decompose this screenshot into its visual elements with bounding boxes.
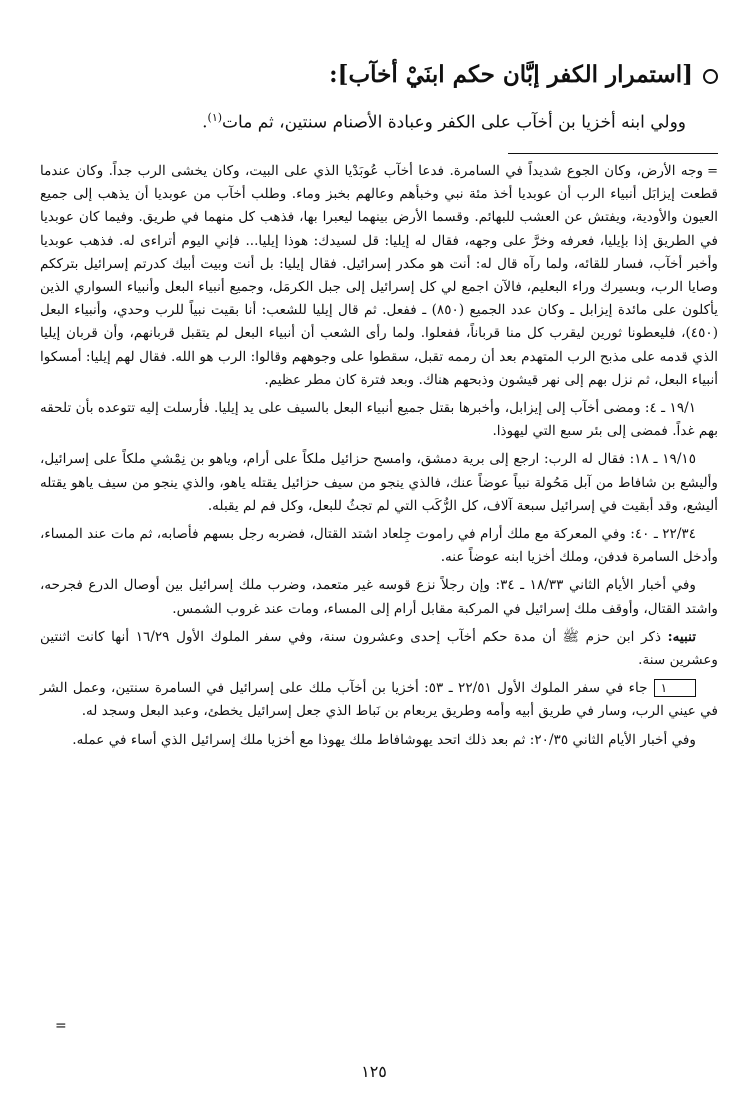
footnote-number-box: ١ <box>654 679 696 697</box>
tanbih-text: ذكر ابن حزم ﷺ أن مدة حكم أخآب إحدى وعشرون سنة، وفي سفر الملوك الأول ١٦/٢٩ أنها كانت اثنتين وعشرين سنة. <box>40 628 718 669</box>
footnote-reference: (١) <box>207 111 223 124</box>
continuation-mark-end: = <box>55 1018 67 1034</box>
tanbih-label: تنبيه: <box>667 628 696 645</box>
footnote-paragraph: ٢٢/٣٤ ـ ٤٠: وفي المعركة مع ملك أرام في راموت جِلعاد اشتد القتال، فضربه رجل بسهم فأصابه، ثم مات عند المساء، وأدخل السامرة فدفن، وملك أخزيا ابنه عوضاً عنه. <box>40 526 718 566</box>
footnote-separator <box>508 153 718 154</box>
footnotes-block <box>40 160 718 757</box>
footnote-paragraph <box>40 160 718 392</box>
tanbih-note <box>40 626 718 672</box>
intro-sentence <box>40 104 686 137</box>
continuation-mark: = <box>707 164 718 179</box>
footnote-paragraph-text: وجه الأرض، وكان الجوع شديداً في السامرة. فدعا أخآب عُوبَدْيا الذي على البيت، وكان يخشى الرب جداً. وكان عندما قطعت إيزابَل أنبياء الرب أن عوبديا أخذ مئة نبي وخبأهم وعالهم بخبز وماء. وطلب أخآب من عوبديا أن يذهب إلى جميع العيون والأودية، ويفتش عن العشب للبهائم. وقسما الأرض بينهما ليعبرا بها، فذهب كل منهما في طريق. وفيما كان عوبديا في الطريق إذا بإيليا، فعرفه وخرَّ على وجهه، فقال له إيليا: قل لسيدك: هوذا إيليا... فإني اليوم أتراءى له. فذهب عوبديا وأخبر أخآب، فسار للقائه، ولما رآه قال له: أنت هو مكدر إسرائيل. فقال إيليا: بل أنت وبيت أبيك كدرتم إسرائيل بترككم وصايا الرب، وبسيرك وراء البعليم، فالآن اجمع لي كل إسرائيل إلى جبل الكرمَل، وجميع أنبياء البعل وأنبياء السواري الذين يأكلون على مائدة إيزابل ـ وكان عدد الجميع (٨٥٠) ـ ففعل. ثم قال إيليا للشعب: أنا بقيت نبياً للرب وحدي، وأنبياء البعل (٤٥٠)، فليعطونا ثورين ليقرب كل منا قرباناً، ففعلوا. ولما رأى الشعب أن أنبياء البعل لم يتقبل قربانهم، وأن قربان إيليا الذي قدمه على مذبح الرب المتهدم بعد أن رممه تقبل، سقطوا على وجوههم وقالوا: الرب هو الله. فقال لهم إيليا: أمسكوا أنبياء البعل، ثم نزل بهم إلى نهر قيشون وذبحهم هناك. وبعد فترة كان مطر عظيم. <box>40 163 718 388</box>
footnote-one-text: جاء في سفر الملوك الأول ٢٢/٥١ ـ ٥٣: أخزيا بن أخآب ملك على إسرائيل في السامرة سنتين، وعمل الشر في عيني الرب، وسار في طريق أبيه وأمه وطريق يربعام بن نَباط الذي جعل إسرائيل يخطئ، وعبد البعل وسجد له. <box>40 680 718 720</box>
page-number: ١٢٥ <box>361 1062 387 1081</box>
footnote-paragraph: وفي أخبار الأيام الثاني ١٨/٣٣ ـ ٣٤: وإن رجلاً نزع قوسه غير متعمد، وضرب ملك إسرائيل بين أوصال الدرع فجرحه، واشتد القتال، وأوقف ملك إسرائيل في المركبة مقابل أرام إلى المساء، ومات عند غروب الشمس. <box>40 577 718 617</box>
circle-bullet-icon <box>703 69 718 84</box>
section-heading <box>40 58 718 92</box>
section-heading-text: [استمرار الكفر إبَّان حكم ابنَيْ أخآب]: <box>329 61 693 88</box>
footnote-paragraph: ١٩/١٥ ـ ١٨: فقال له الرب: ارجع إلى برية دمشق، وامسح حزائيل ملكاً على أرام، وياهو بن نِمْشي ملكاً على إسرائيل، وأليشع بن شافاط من آبل مَحُولة نبياً عوضاً عنك، فالذي ينجو من سيف حزائيل يقتله ياهو، والذي ينجو من سيف ياهو يقتله أليشع، وقد أبقيت في إسرائيل سبعة آلاف، كل الرُّكَب التي لم تجثُ للبعل، وكل فم لم يقبله. <box>40 451 718 514</box>
intro-end: . <box>202 112 208 133</box>
intro-text: وولي ابنه أخزيا بن أخآب على الكفر وعبادة الأصنام سنتين، ثم مات <box>222 112 686 133</box>
footnote-one <box>40 677 718 723</box>
footnote-paragraph: وفي أخبار الأيام الثاني ٢٠/٣٥: ثم بعد ذلك اتحد يهوشافاط ملك يهوذا مع أخزيا ملك إسرائيل الذي أساء في عمله. <box>72 731 696 748</box>
footnote-paragraph: ١٩/١ ـ ٤: ومضى أخآب إلى إيزابل، وأخبرها بقتل جميع أنبياء البعل بالسيف على يد إيليا. فأرسلت إليه تتوعده بأن تلحقه بهم غداً. فمضى إلى بئر سبع التي ليهوذا. <box>40 400 718 440</box>
